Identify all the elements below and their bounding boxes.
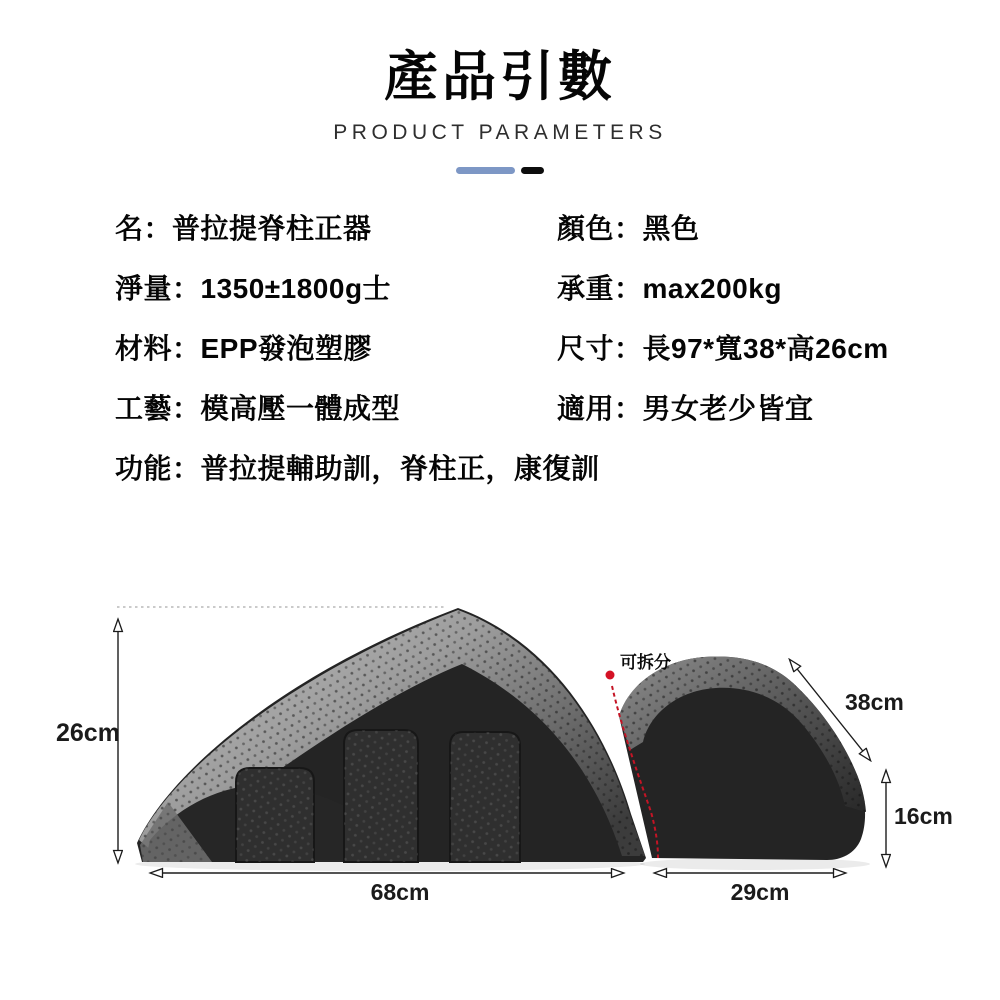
- accent-bars: [0, 166, 1000, 174]
- dimension-label-seat-length: 29cm: [730, 879, 790, 905]
- accent-bar-blue: [456, 167, 515, 174]
- spec-size: 尺寸：長97*寬38*高26cm: [557, 333, 889, 364]
- dimension-label-width: 38cm: [845, 689, 904, 715]
- spec-craft: 工藝：模高壓一體成型: [115, 393, 401, 424]
- arc-piece: [137, 608, 646, 862]
- spec-net-weight: 淨量：1350±1800g士: [115, 273, 392, 304]
- dimension-label-base-length: 68cm: [370, 879, 430, 905]
- spec-suitable: 適用：男女老少皆宜: [557, 393, 814, 424]
- spec-name: 名：普拉提脊柱正器: [115, 213, 372, 244]
- product-diagram-svg: [0, 540, 1000, 940]
- detachable-label: 可拆分: [620, 653, 671, 672]
- accent-bar-black: [521, 167, 544, 174]
- product-diagram: [0, 540, 1000, 940]
- spec-function: 功能：普拉提輔助訓，脊柱正，康復訓: [115, 453, 600, 484]
- dimension-label-seat-height: 16cm: [894, 803, 953, 829]
- spec-load: 承重：max200kg: [557, 273, 782, 304]
- spec-color: 顏色：黑色: [557, 213, 700, 244]
- spec-material: 材料：EPP發泡塑膠: [115, 333, 373, 364]
- page-subtitle: PRODUCT PARAMETERS: [333, 121, 667, 144]
- dimension-label-height: 26cm: [56, 719, 120, 747]
- seam-red-dot: [606, 671, 615, 680]
- page-title: 產品引數: [384, 47, 616, 107]
